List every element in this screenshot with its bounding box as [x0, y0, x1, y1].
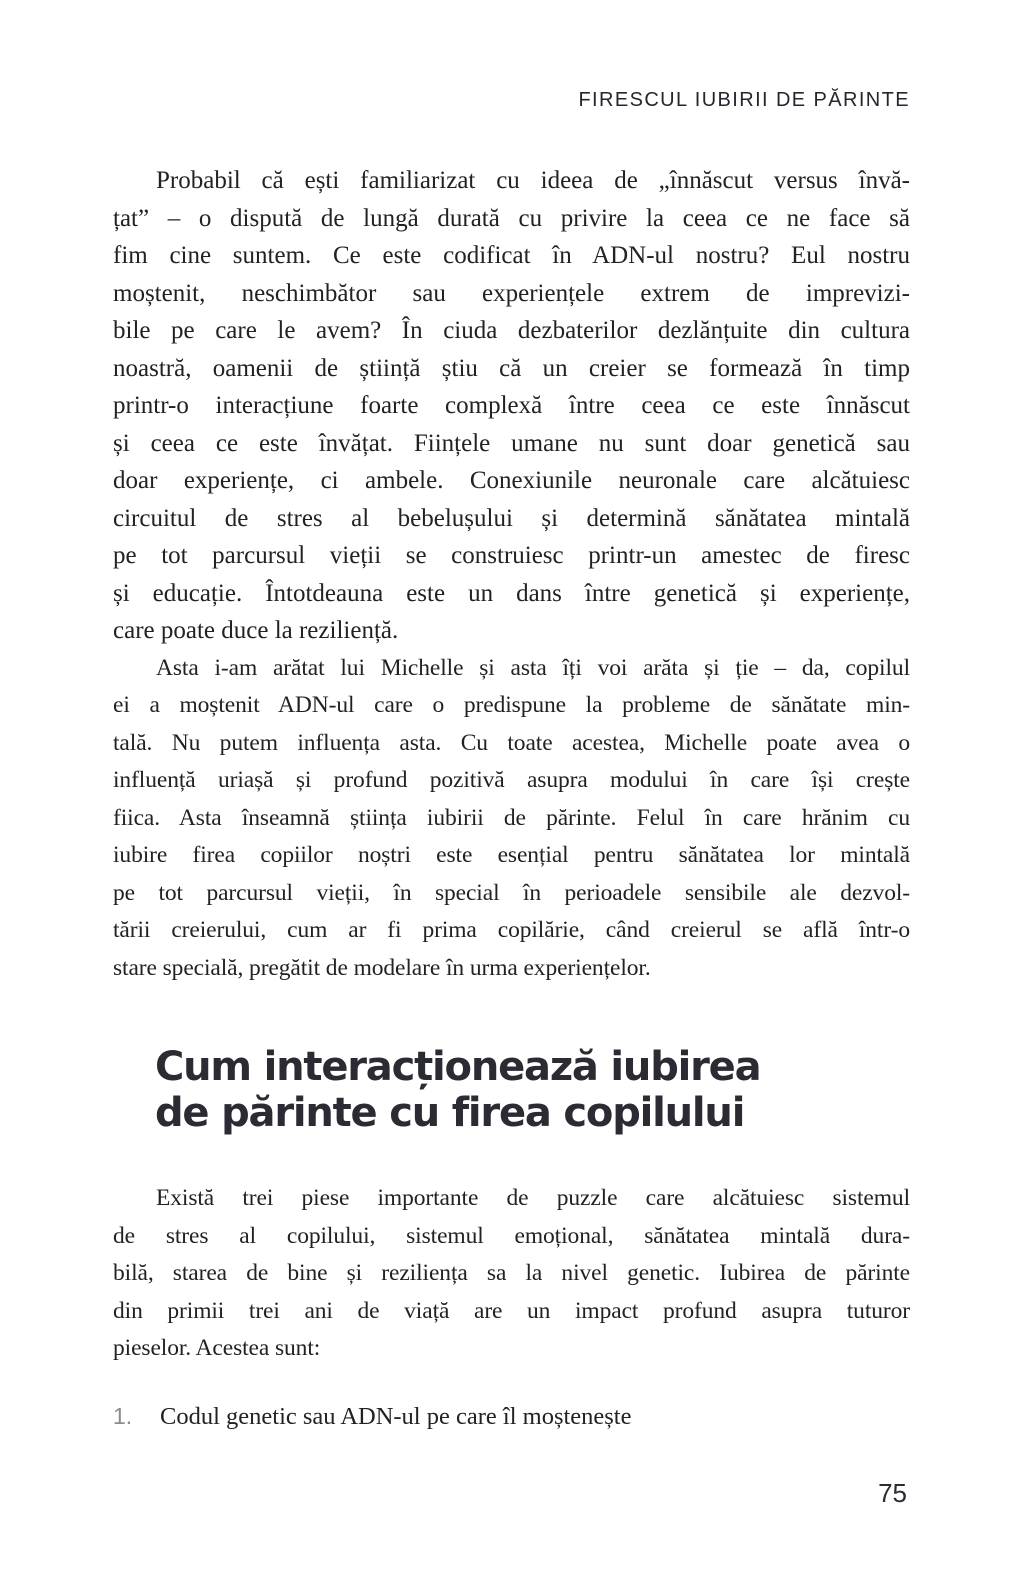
paragraph-1: [113, 162, 910, 650]
section-heading-line: Cum interacționează iubirea: [155, 1044, 761, 1090]
text-line: Probabil că ești familiarizat cu ideea de „înnăscut versus învă-: [156, 167, 910, 194]
text-line: care poate duce la reziliență.: [113, 617, 399, 644]
list-item-number: 1.: [113, 1402, 133, 1429]
text-line: printr-o interacțiune foarte complexă între ceea ce este înnăscut: [113, 392, 910, 419]
text-line: Există trei piese importante de puzzle care alcătuiesc sistemul: [156, 1185, 910, 1211]
text-line: și educație. Întotdeauna este un dans între genetică și experiențe,: [113, 579, 910, 607]
text-line: și ceea ce este învățat. Ființele umane nu sunt doar genetică sau: [113, 429, 910, 457]
text-line: iubire firea copiilor noștri este esențial pentru sănătatea lor mintală: [113, 842, 910, 868]
text-line: din primii trei ani de viață are un impact profund asupra tuturor: [113, 1297, 910, 1324]
running-head: FIRESCUL IUBIRII DE PĂRINTE: [578, 89, 910, 111]
text-line: tării creierului, cum ar fi prima copilărie, când creierul se află într-o: [113, 917, 910, 943]
text-line: ei a moștenit ADN-ul care o predispune la probleme de sănătate min-: [113, 692, 910, 718]
text-line: stare specială, pregătit de modelare în urma experiențelor.: [113, 954, 651, 981]
paragraph-3: [113, 1180, 910, 1368]
page-number: 75: [878, 1478, 907, 1508]
section-heading: [155, 1044, 910, 1136]
text-line: tală. Nu putem influența asta. Cu toate acestea, Michelle poate avea o: [113, 729, 910, 756]
text-line: bile pe care le avem? În ciuda dezbaterilor dezlănțuite din cultura: [113, 317, 910, 344]
text-line: influență uriașă și profund pozitivă asupra modului în care își crește: [113, 767, 910, 793]
text-line: noastră, oamenii de știință știu că un creier se formează în timp: [113, 354, 910, 382]
paragraph-2: [113, 650, 910, 988]
text-line: fiica. Asta înseamnă știința iubirii de părinte. Felul în care hrănim cu: [113, 804, 910, 831]
text-line: fim cine suntem. Ce este codificat în ADN-ul nostru? Eul nostru: [113, 242, 910, 269]
text-line: bilă, starea de bine și reziliența sa la nivel genetic. Iubirea de părinte: [113, 1260, 910, 1286]
list-item: [113, 1398, 910, 1436]
section-heading-line: de părinte cu firea copilului: [155, 1090, 745, 1136]
text-line: circuitul de stres al bebelușului și determină sănătatea mintală: [113, 504, 910, 532]
text-line: pieselor. Acestea sunt:: [113, 1335, 321, 1361]
list-item-text: Codul genetic sau ADN-ul pe care îl moștenește: [160, 1402, 632, 1430]
text-line: pe tot parcursul vieții, în special în perioadele sensibile ale dezvol-: [113, 879, 910, 906]
text-line: pe tot parcursul vieții se construiesc printr-un amestec de firesc: [113, 542, 910, 569]
text-line: de stres al copilului, sistemul emoțional, sănătatea mintală dura-: [113, 1222, 910, 1249]
text-line: doar experiențe, ci ambele. Conexiunile neuronale care alcătuiesc: [113, 467, 910, 494]
text-line: Asta i-am arătat lui Michelle și asta îți voi arăta și ție – da, copilul: [156, 654, 910, 681]
numbered-list: [113, 1398, 910, 1436]
text-line: moștenit, neschimbător sau experiențele extrem de imprevizi-: [113, 279, 910, 307]
text-line: țat” – o dispută de lungă durată cu privire la ceea ce ne face să: [113, 204, 910, 232]
